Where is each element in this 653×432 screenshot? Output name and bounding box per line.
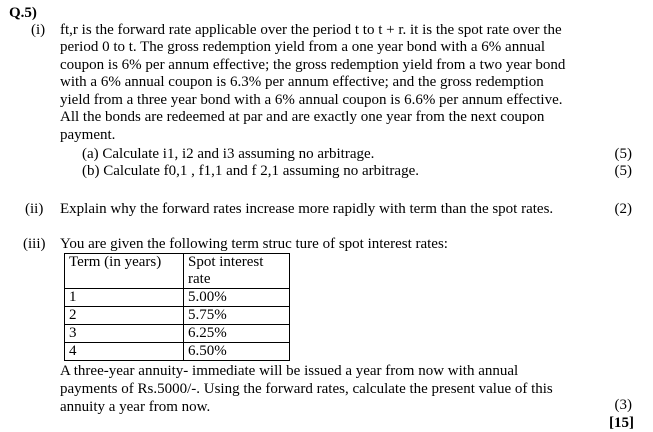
table-cell-term: 4 [65, 343, 184, 361]
part-i-line-6: All the bonds are redeemed at par and are exactly one year from the next coupon [60, 109, 545, 125]
total-marks: [15] [609, 415, 634, 431]
table-cell-rate: 6.25% [184, 325, 290, 343]
part-i-b-marks: (5) [614, 163, 632, 179]
part-i-line-1: ft,r is the forward rate applicable over the period t to t + r. it is the spot rate over the [60, 22, 562, 38]
table-cell-rate: 5.75% [184, 307, 290, 325]
spot-rate-table [64, 253, 290, 361]
part-i-a-marks: (5) [614, 146, 632, 162]
part-iii-marks: (3) [614, 397, 632, 413]
table-header-row [65, 254, 290, 289]
part-i-line-3: coupon is 6% per annum effective; the gross redemption yield from a two year bond [60, 57, 566, 73]
table-cell-rate: 5.00% [184, 289, 290, 307]
part-ii-marks: (2) [614, 201, 632, 217]
part-i-line-5: yield from a three year bond with a 6% annual coupon is 6.6% per annum effective. [60, 92, 563, 108]
part-i-b: (b) Calculate f0,1 , f1,1 and f 2,1 assuming no arbitrage. [82, 163, 419, 179]
part-iii-line-2: payments of Rs.5000/-. Using the forward rates, calculate the present value of this [60, 381, 553, 397]
table-cell-term: 3 [65, 325, 184, 343]
table-cell-term: 1 [65, 289, 184, 307]
question-number: Q.5) [9, 5, 37, 21]
part-iii-number: (iii) [23, 236, 46, 252]
part-i-a: (a) Calculate i1, i2 and i3 assuming no arbitrage. [82, 146, 375, 162]
table-header-rate: Spot interest rate [184, 254, 290, 289]
part-ii-number: (ii) [25, 201, 44, 217]
part-iii-intro: You are given the following term struc ture of spot interest rates: [60, 236, 448, 252]
part-i-line-7: payment. [60, 127, 116, 143]
part-i-number: (i) [31, 22, 46, 38]
part-i-line-2: period 0 to t. The gross redemption yield from a one year bond with a 6% annual [60, 39, 546, 55]
table-row [65, 343, 290, 361]
table-row [65, 307, 290, 325]
part-ii-text: Explain why the forward rates increase more rapidly with term than the spot rates. [60, 201, 554, 217]
table-cell-rate: 6.50% [184, 343, 290, 361]
table-cell-term: 2 [65, 307, 184, 325]
part-iii-line-1: A three-year annuity- immediate will be issued a year from now with annual [60, 363, 519, 379]
table-header-term: Term (in years) [65, 254, 184, 289]
table-row [65, 325, 290, 343]
part-iii-line-3: annuity a year from now. [60, 399, 211, 415]
part-i-line-4: with a 6% annual coupon is 6.3% per annum effective; and the gross redemption [60, 74, 544, 90]
table-row [65, 289, 290, 307]
